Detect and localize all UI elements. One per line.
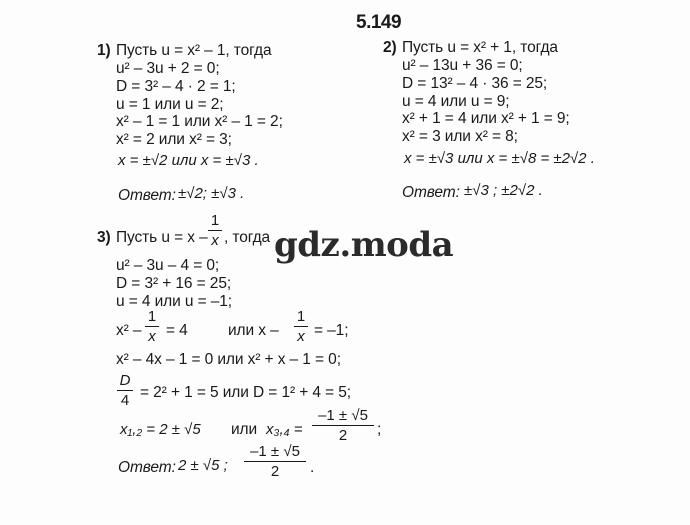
problem-1-line-6: x² = 2 или x² = 3; [116, 131, 232, 148]
problem-3-roots-mid: или [231, 421, 258, 438]
problem-3-answer-label: Ответ: [118, 459, 176, 476]
fraction-numerator: D [119, 372, 131, 389]
problem-3-eq4-left-fraction [145, 308, 159, 345]
problem-2-line-3: D = 13² – 4 · 36 = 25; [402, 75, 548, 92]
fraction-numerator: 1 [147, 308, 157, 325]
problem-3-eq4-left-start: x² – [116, 322, 142, 339]
problem-3-roots-left: x₁,₂ = 2 ± √5 [120, 421, 201, 438]
problem-2-line-4: u = 4 или u = 9; [402, 93, 510, 110]
problem-1-line-2: u² – 3u + 2 = 0; [116, 60, 220, 77]
fraction-bar [208, 230, 222, 231]
problem-3-line-1: u² – 3u – 4 = 0; [116, 257, 220, 274]
problem-3-intro-start: Пусть u = x – [116, 229, 208, 246]
fraction-denominator: 2 [270, 463, 280, 481]
problem-3-eq5: x² – 4x – 1 = 0 или x² + x – 1 = 0; [116, 351, 341, 368]
problem-3-eq4-right-fraction [294, 308, 308, 345]
problem-2-line-1: Пусть u = x² + 1, тогда [402, 39, 558, 56]
problem-2-line-6: x² = 3 или x² = 8; [402, 128, 518, 145]
problem-3-d4-fraction [117, 372, 133, 409]
problem-1-line-1: Пусть u = x² – 1, тогда [116, 42, 272, 59]
problem-2-answer-label: Ответ: [402, 184, 460, 201]
problem-1-line-3: D = 3² – 4 · 2 = 1; [116, 78, 236, 95]
fraction-bar [145, 326, 159, 327]
fraction-numerator: –1 ± √5 [250, 443, 300, 460]
problem-2-label: 2) [383, 39, 397, 56]
problem-3-eq4-mid: или x – [228, 322, 279, 339]
fraction-bar [117, 390, 133, 391]
problem-3-intro-fraction [208, 212, 222, 249]
problem-1-roots: x = ±√2 или x = ±√3 . [118, 152, 259, 169]
problem-3-line-3: u = 4 или u = –1; [116, 293, 233, 310]
fraction-numerator: –1 ± √5 [318, 407, 368, 424]
problem-3-answer-fraction [244, 443, 306, 480]
problem-3-answer-start: 2 ± √5 ; [178, 457, 228, 474]
problem-3-label: 3) [97, 229, 111, 246]
fraction-numerator: 1 [210, 212, 220, 229]
fraction-bar [244, 461, 306, 462]
problem-3-eq4-right-end: = –1; [314, 322, 349, 339]
problem-1-label: 1) [97, 42, 111, 59]
problem-3-roots-end: ; [377, 421, 382, 438]
problem-2-line-2: u² – 13u + 36 = 0; [402, 57, 523, 74]
problem-3-intro-end: , тогда [224, 229, 271, 246]
problem-3-roots-right-start: x₃,₄ = [266, 421, 303, 438]
problem-3-eq4-left-end: = 4 [166, 322, 188, 339]
problem-2-roots: x = ±√3 или x = ±√8 = ±2√2 . [404, 150, 595, 167]
fraction-bar [294, 326, 308, 327]
fraction-denominator: 4 [120, 392, 130, 410]
exercise-number: 5.149 [356, 12, 402, 33]
problem-3-d4-rest: = 2² + 1 = 5 или D = 1² + 4 = 5; [140, 384, 351, 401]
problem-1-answer: ±√2; ±√3 . [178, 185, 245, 202]
problem-3-line-2: D = 3² + 16 = 25; [116, 275, 232, 292]
fraction-denominator: x [297, 328, 305, 346]
problem-3-roots-fraction [312, 407, 374, 444]
fraction-bar [312, 425, 374, 426]
problem-1-answer-label: Ответ: [118, 187, 176, 204]
fraction-denominator: x [148, 328, 156, 346]
problem-1-line-4: u = 1 или u = 2; [116, 96, 224, 113]
watermark-logo: gdz.moda [274, 225, 454, 265]
fraction-numerator: 1 [296, 308, 306, 325]
problem-3-answer-end: . [310, 459, 315, 476]
problem-1-line-5: x² – 1 = 1 или x² – 1 = 2; [116, 113, 283, 130]
problem-2-answer: ±√3 ; ±2√2 . [464, 182, 543, 199]
problem-2-line-5: x² + 1 = 4 или x² + 1 = 9; [402, 110, 570, 127]
fraction-denominator: x [211, 232, 219, 250]
fraction-denominator: 2 [338, 427, 348, 445]
